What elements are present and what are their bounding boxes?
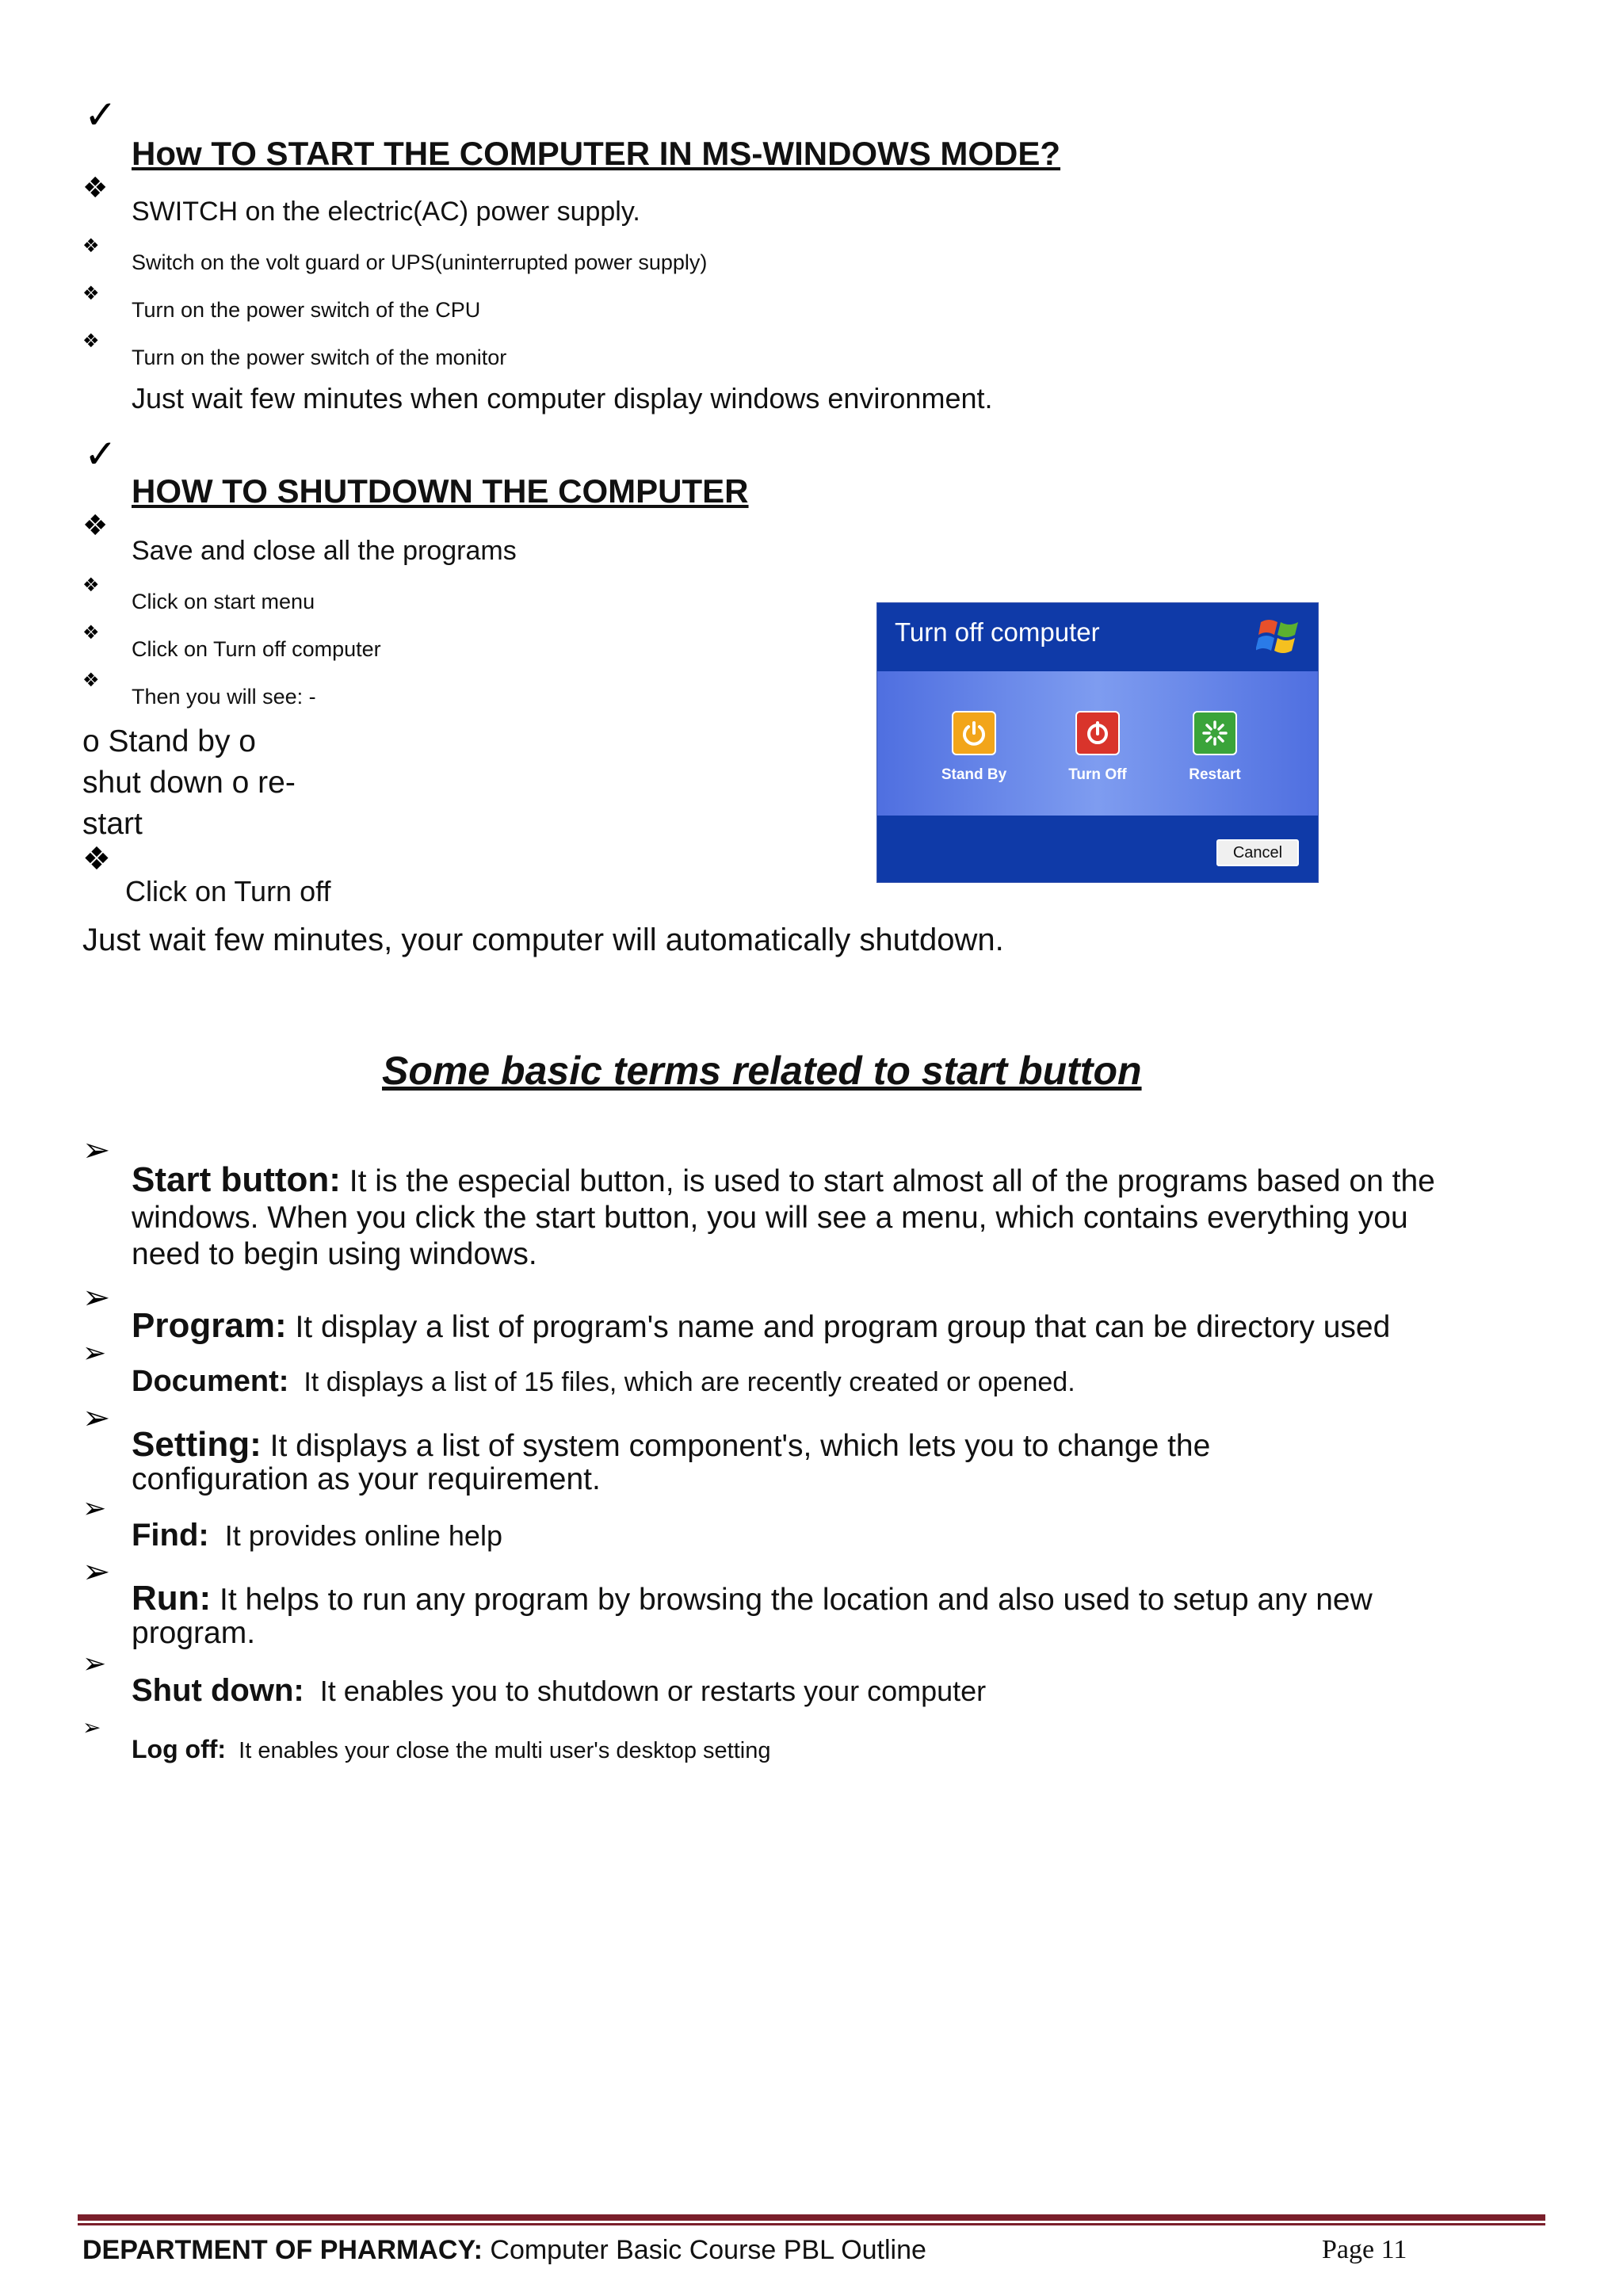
term-desc: It enables your close the multi user's desktop setting [239,1738,771,1763]
term-program [132,1308,1526,1346]
restart-icon [1201,720,1228,747]
term-desc: It provides online help [224,1519,502,1552]
term-start-button [132,1162,1526,1273]
arrow-bullet-icon: ➢ [82,1130,111,1169]
cancel-button[interactable]: Cancel [1216,839,1299,866]
shutdown-step-4: Then you will see: - [132,685,316,709]
section-heading-shutdown: HOW TO SHUTDOWN THE COMPUTER [132,472,749,510]
term-desc: program. [132,1616,256,1650]
arrow-bullet-icon: ➢ [82,1337,107,1370]
power-icon [1084,720,1111,747]
footer-rule [78,2214,1545,2221]
term-desc: windows. When you click the start button, you will see a menu, which contains everything you [132,1201,1408,1235]
diamond-bullet-icon: ❖ [82,574,100,596]
term-desc: It displays a list of 15 files, which are recently created or opened. [304,1367,1075,1397]
standby-icon [960,720,987,747]
term-desc: It is the especial button, is used to start almost all of the programs based on the [349,1164,1435,1198]
turn-off-computer-dialog [876,602,1319,883]
footer-course: Computer Basic Course PBL Outline [490,2235,926,2265]
shutdown-options-line-3: start [82,807,143,841]
term-label: Document: [132,1365,289,1398]
diamond-bullet-icon: ❖ [82,235,100,257]
diamond-bullet-icon: ❖ [82,172,109,204]
footer-text [82,2235,926,2266]
term-find [132,1517,1526,1554]
shutdown-options-line-2: shut down o re- [82,766,296,800]
diamond-bullet-icon: ❖ [82,510,109,542]
turn-off-button[interactable] [1075,711,1120,755]
stand-by-label: Stand By [941,766,1007,783]
shutdown-note: Just wait few minutes, your computer will automatically shutdown. [82,923,1004,957]
term-log-off [132,1731,1526,1769]
footer-rule-thin [78,2223,1545,2225]
dialog-title-bar [877,603,1318,671]
shutdown-step-3: Click on Turn off computer [132,637,381,661]
arrow-bullet-icon: ➢ [82,1278,111,1316]
diamond-bullet-icon: ❖ [82,330,100,352]
dialog-body [877,671,1318,816]
term-label: Find: [132,1518,209,1553]
page-number: Page 11 [1322,2235,1407,2264]
dialog-title: Turn off computer [895,617,1100,647]
diamond-bullet-icon: ❖ [82,669,100,691]
term-run [132,1579,1526,1650]
section-heading-start: How TO START THE COMPUTER IN MS-WINDOWS MODE? [132,135,1061,172]
turn-off-label: Turn Off [1068,766,1127,783]
arrow-bullet-icon: ➢ [82,1492,107,1525]
term-label: Start button: [132,1160,341,1199]
arrow-bullet-icon: ➢ [82,1714,101,1740]
restart-button[interactable] [1193,711,1237,755]
term-desc: It display a list of program's name and program group that can be directory used [295,1310,1391,1344]
term-label: Run: [132,1579,212,1618]
checkmark-icon: ✓ [84,431,117,477]
arrow-bullet-icon: ➢ [82,1648,107,1680]
term-label: Log off: [132,1735,227,1763]
term-label: Setting: [132,1425,262,1464]
start-step-4: Turn on the power switch of the monitor [132,346,507,369]
windows-logo-icon [1256,611,1304,659]
term-desc: It displays a list of system component's, which lets you to change the [269,1429,1211,1463]
checkmark-icon: ✓ [84,92,117,138]
stand-by-button[interactable] [952,711,996,755]
diamond-bullet-icon: ❖ [82,282,100,304]
arrow-bullet-icon: ➢ [82,1398,111,1437]
term-desc: It enables you to shutdown or restarts your computer [319,1675,987,1707]
restart-label: Restart [1189,766,1241,783]
term-desc: need to begin using windows. [132,1237,537,1271]
footer-department: DEPARTMENT OF PHARMACY: [82,2235,483,2265]
term-desc: It helps to run any program by browsing the location and also used to setup any new [220,1583,1373,1617]
start-step-3: Turn on the power switch of the CPU [132,298,481,322]
term-label: Shut down: [132,1673,304,1708]
term-label: Program: [132,1306,287,1345]
diamond-bullet-icon: ❖ [82,621,100,644]
arrow-bullet-icon: ➢ [82,1552,111,1591]
shutdown-step-2: Click on start menu [132,590,315,613]
start-step-2: Switch on the volt guard or UPS(uninterrupted power supply) [132,250,708,274]
diamond-bullet-icon: ❖ [82,841,111,877]
start-note: Just wait few minutes when computer display windows environment. [132,382,993,415]
shutdown-options-line-1: o Stand by o [82,724,256,758]
term-setting [132,1425,1526,1496]
shutdown-final-step: Click on Turn off [125,875,331,907]
section-title-basic-terms: Some basic terms related to start button [382,1049,1142,1093]
term-desc: configuration as your requirement. [132,1462,601,1496]
term-shut-down [132,1672,1526,1710]
start-step-1: SWITCH on the electric(AC) power supply. [132,197,640,227]
term-document [132,1363,1526,1400]
shutdown-step-1: Save and close all the programs [132,536,517,566]
